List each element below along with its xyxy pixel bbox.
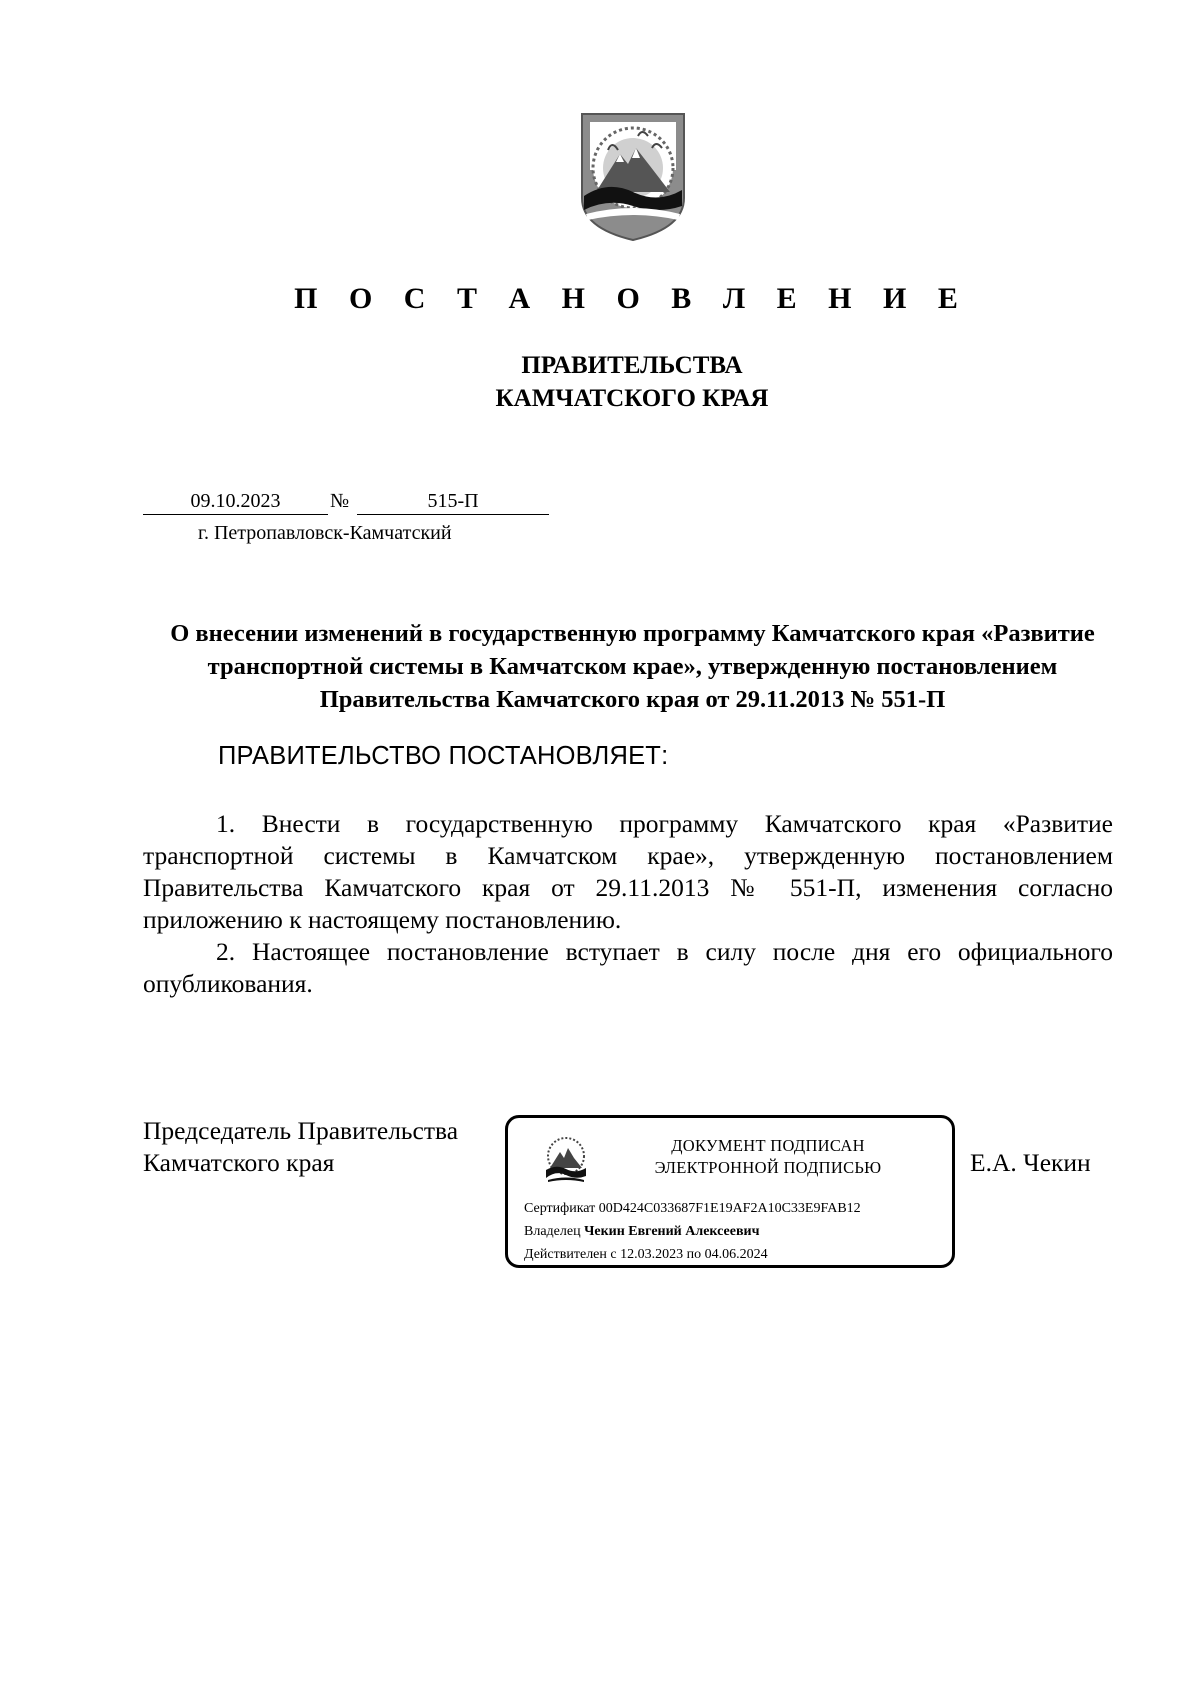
stamp-validity <box>524 1247 768 1263</box>
decree-phrase: ПРАВИТЕЛЬСТВО ПОСТАНОВЛЯЕТ: <box>218 742 669 770</box>
signer-position-line-2: Камчатского края <box>143 1148 335 1177</box>
paragraph-2: 2. Настоящее постановление вступает в силу после дня его официального опубликования. <box>143 937 1113 998</box>
signer-name: Е.А. Чекин <box>970 1148 1091 1177</box>
stamp-heading-2: ЭЛЕКТРОННОЙ ПОДПИСЬЮ <box>654 1158 882 1177</box>
signer-position <box>143 1115 458 1179</box>
stamp-owner <box>524 1224 759 1240</box>
number-sign: № <box>330 490 350 512</box>
authority-line-2: КАМЧАТСКОГО КРАЯ <box>495 385 769 412</box>
authority-line-1: ПРАВИТЕЛЬСТВА <box>521 352 743 379</box>
document-body <box>143 808 1113 1000</box>
owner-value: Чекин Евгений Алексеевич <box>584 1224 760 1239</box>
valid-from: 12.03.2023 <box>620 1247 684 1262</box>
owner-label: Владелец <box>524 1224 581 1239</box>
kamchatka-coat-of-arms-icon <box>578 110 688 242</box>
valid-to-label: по <box>686 1247 702 1262</box>
document-city: г. Петропавловск-Камчатский <box>198 522 452 544</box>
electronic-signature-stamp <box>505 1115 955 1268</box>
document-date: 09.10.2023 <box>143 490 328 515</box>
certificate-value: 00D424C033687F1E19AF2A10C33E9FAB12 <box>598 1201 861 1216</box>
stamp-emblem-icon <box>544 1134 588 1188</box>
document-subject: О внесении изменений в государственную программу Камчатского края «Развитие транспортной системы в Камчатском крае», утвержденную постановлением Правительства Камчатского края от 29.11.2013 № 551-П <box>170 620 1095 713</box>
valid-label: Действителен с <box>524 1247 617 1262</box>
stamp-heading-1: ДОКУМЕНТ ПОДПИСАН <box>671 1136 865 1155</box>
stamp-certificate <box>524 1201 861 1217</box>
signer-position-line-1: Председатель Правительства <box>143 1116 459 1145</box>
document-number: 515-П <box>357 490 549 515</box>
document-title: П О С Т А Н О В Л Е Н И Е <box>294 282 970 315</box>
certificate-label: Сертификат <box>524 1201 596 1216</box>
valid-to: 04.06.2024 <box>704 1247 768 1262</box>
paragraph-1: 1. Внести в государственную программу Камчатского края «Развитие транспортной системы в Камчатском крае», утвержденную постановлением Правительства Камчатского края от 29.11.2013 № 551-П, изменения согласно приложению к настоящему постановлению. <box>143 809 1113 934</box>
